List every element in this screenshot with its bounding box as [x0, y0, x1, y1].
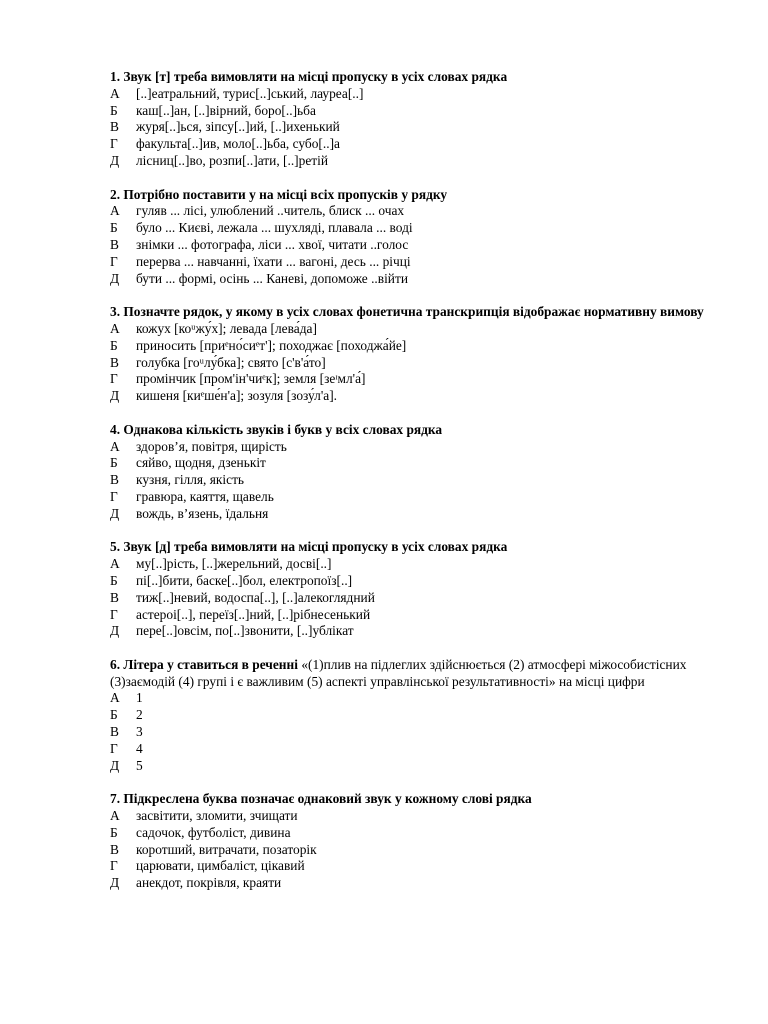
option-d	[110, 388, 728, 405]
option-text: каш[..]ан, [..]вірний, боро[..]ьба	[136, 102, 316, 118]
question-title-bold: 6. Літера у ставиться в реченні	[110, 656, 298, 672]
question-title	[110, 657, 728, 691]
question-2	[110, 187, 728, 288]
option-letter: Г	[110, 488, 118, 504]
option-a	[110, 321, 728, 338]
question-6	[110, 657, 728, 775]
option-letter: Г	[110, 253, 118, 269]
option-letter: А	[110, 438, 120, 454]
option-text: бути ... формі, осінь ... Каневі, допоможе ..війти	[136, 270, 408, 286]
question-title: 4. Однакова кількість звуків і букв у всіх словах рядка	[110, 421, 443, 437]
option-letter: Г	[110, 371, 118, 387]
option-text: лісниц[..]во, розпи[..]ати, [..]ретій	[136, 152, 329, 168]
option-d	[110, 506, 728, 523]
option-text: царювати, цимбаліст, цікавий	[136, 858, 305, 874]
option-h	[110, 489, 728, 506]
question-4	[110, 422, 728, 523]
question-7	[110, 791, 728, 892]
option-a	[110, 86, 728, 103]
option-letter: Д	[110, 757, 120, 773]
option-b	[110, 103, 728, 120]
option-letter: А	[110, 203, 120, 219]
option-v	[110, 355, 728, 372]
option-text: коротший, витрачати, позаторік	[136, 841, 317, 857]
option-v	[110, 842, 728, 859]
option-letter: Б	[110, 337, 118, 353]
option-text: гуляв ... лісі, улюблений ..читель, блиск ... очах	[136, 203, 405, 219]
option-letter: А	[110, 556, 120, 572]
option-letter: Д	[110, 152, 120, 168]
option-letter: В	[110, 119, 119, 135]
option-letter: А	[110, 320, 120, 336]
option-text: [..]еатральний, турис[..]ський, лауреа[..]	[136, 85, 364, 101]
option-letter: Б	[110, 824, 118, 840]
question-title-rest: «(1)плив на підлеглих здійснюється (2) атмосфері міжособистісних (3)заємодій (4) групі і є важливим (5) аспекті управлінської результативності» на місці цифри	[110, 656, 687, 689]
option-text: перерва ... навчанні, їхати ... вагоні, десь ... річці	[136, 253, 411, 269]
option-letter: Б	[110, 102, 118, 118]
option-letter: Д	[110, 388, 120, 404]
option-d	[110, 271, 728, 288]
option-text: було ... Києві, лежала ... шухляді, плавала ... воді	[136, 220, 413, 236]
option-v	[110, 472, 728, 489]
option-letter: В	[110, 724, 119, 740]
question-1	[110, 69, 728, 170]
option-text: здоров’я, повітря, щирість	[136, 438, 287, 454]
option-text: пере[..]овсім, по[..]звонити, [..]ублікат	[136, 623, 354, 639]
option-a	[110, 439, 728, 456]
option-letter: В	[110, 236, 119, 252]
option-b	[110, 707, 728, 724]
option-letter: Г	[110, 740, 118, 756]
question-title: 7. Підкреслена буква позначає однаковий звук у кожному слові рядка	[110, 791, 532, 807]
option-h	[110, 858, 728, 875]
option-text: 1	[136, 690, 143, 706]
option-a	[110, 556, 728, 573]
option-text: 5	[136, 757, 143, 773]
option-text: журя[..]ься, зіпсу[..]ий, [..]ихенький	[136, 119, 340, 135]
option-d	[110, 623, 728, 640]
option-v	[110, 237, 728, 254]
option-d	[110, 153, 728, 170]
option-text: тиж[..]невий, водоспа[..], [..]алекоглядний	[136, 589, 375, 605]
option-letter: Г	[110, 136, 118, 152]
option-text: кишеня [киᵉше́н'а]; зозуля [зозу́л'а].	[136, 388, 338, 404]
option-text: кожух [коᵘжу́х]; левада [лева́да]	[136, 320, 317, 336]
option-a	[110, 690, 728, 707]
option-v	[110, 590, 728, 607]
option-letter: В	[110, 472, 119, 488]
option-text: гравюра, каяття, щавель	[136, 488, 274, 504]
option-text: знімки ... фотографа, ліси ... хвої, читати ..голос	[136, 236, 409, 252]
question-3	[110, 304, 728, 405]
option-h	[110, 741, 728, 758]
option-text: голубка [гоᵘлу́бка]; свято [с'в'а́то]	[136, 354, 326, 370]
option-d	[110, 875, 728, 892]
option-v	[110, 119, 728, 136]
option-text: садочок, футболіст, дивина	[136, 824, 291, 840]
option-letter: Д	[110, 505, 120, 521]
option-h	[110, 136, 728, 153]
option-h	[110, 254, 728, 271]
option-letter: Д	[110, 875, 120, 891]
option-b	[110, 220, 728, 237]
option-letter: В	[110, 354, 119, 370]
option-text: 4	[136, 740, 143, 756]
option-text: пі[..]бити, баске[..]бол, електропоїз[..]	[136, 572, 353, 588]
option-text: приносить [приᵉно́сиᵉт']; походжає [походжа́йе]	[136, 337, 407, 353]
question-title: 1. Звук [т] треба вимовляти на місці пропуску в усіх словах рядка	[110, 69, 508, 84]
option-a	[110, 203, 728, 220]
option-text: промінчик [пром'ін'чиᵉк]; земля [зеᶦмл'а́]	[136, 371, 366, 387]
option-letter: Д	[110, 270, 120, 286]
option-letter: А	[110, 85, 120, 101]
option-letter: Г	[110, 606, 118, 622]
option-text: му[..]рість, [..]жерельний, досві[..]	[136, 556, 332, 572]
option-text: 2	[136, 707, 143, 723]
option-letter: Б	[110, 455, 118, 471]
option-v	[110, 724, 728, 741]
option-text: вождь, в’язень, їдальня	[136, 505, 269, 521]
option-text: астероі[..], переїз[..]ний, [..]рібнесенький	[136, 606, 371, 622]
option-text: кузня, гілля, якість	[136, 472, 245, 488]
option-letter: Б	[110, 220, 118, 236]
option-letter: В	[110, 589, 119, 605]
option-a	[110, 808, 728, 825]
option-d	[110, 758, 728, 775]
option-text: анекдот, покрівля, краяти	[136, 875, 282, 891]
option-letter: Б	[110, 572, 118, 588]
option-text: засвітити, зломити, зчищати	[136, 808, 298, 824]
option-letter: В	[110, 841, 119, 857]
option-b	[110, 338, 728, 355]
option-letter: Д	[110, 623, 120, 639]
option-text: 3	[136, 724, 143, 740]
option-h	[110, 607, 728, 624]
option-letter: А	[110, 808, 120, 824]
option-b	[110, 455, 728, 472]
question-title: 2. Потрібно поставити у на місці всіх пропусків у рядку	[110, 186, 448, 202]
option-h	[110, 371, 728, 388]
question-title: 5. Звук [д] треба вимовляти на місці пропуску в усіх словах рядка	[110, 539, 508, 555]
question-5	[110, 539, 728, 640]
option-letter: А	[110, 690, 120, 706]
option-text: сяйво, щодня, дзенькіт	[136, 455, 266, 471]
option-letter: Г	[110, 858, 118, 874]
option-b	[110, 573, 728, 590]
option-b	[110, 825, 728, 842]
option-text: факульта[..]ив, моло[..]ьба, субо[..]а	[136, 136, 340, 152]
question-title: 3. Позначте рядок, у якому в усіх словах фонетична транскрипція відображає нормативну вимову	[110, 304, 704, 320]
option-letter: Б	[110, 707, 118, 723]
